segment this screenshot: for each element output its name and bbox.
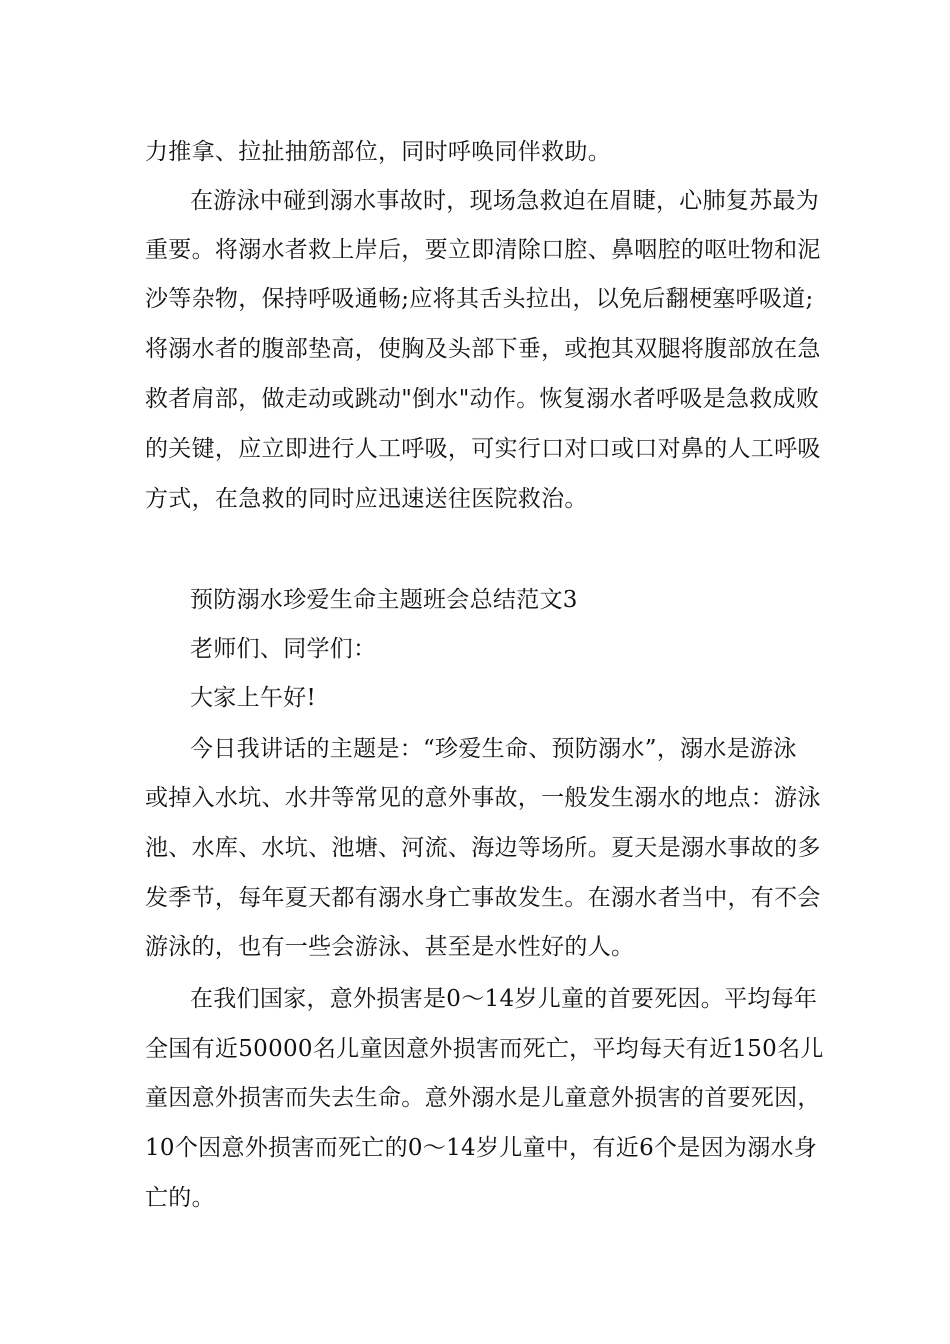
paragraph-line: 今日我讲话的主题是：“珍爱生命、预防溺水”，溺水是游泳: [190, 736, 797, 762]
paragraph-line: 力推拿、拉扯抽筋部位，同时呼唤同伴救助。: [145, 139, 611, 165]
paragraph-line: 童因意外损害而失去生命。意外溺水是儿童意外损害的首要死因，: [145, 1085, 821, 1111]
paragraph-line: 救者肩部，做走动或跳动"倒水"动作。恢复溺水者呼吸是急救成败: [145, 386, 820, 412]
paragraph-line: 沙等杂物，保持呼吸通畅;应将其舌头拉出，以免后翻梗塞呼吸道;: [145, 286, 814, 312]
greeting: 大家上午好!: [190, 685, 317, 711]
paragraph-line: 或掉入水坑、水井等常见的意外事故，一般发生溺水的地点：游泳: [145, 785, 821, 811]
paragraph-line: 将溺水者的腹部垫高，使胸及头部下垂，或抱其双腿将腹部放在急: [145, 336, 821, 362]
paragraph-line: 重要。将溺水者救上岸后，要立即清除口腔、鼻咽腔的呕吐物和泥: [145, 237, 821, 263]
paragraph-line: 10个因意外损害而死亡的0～14岁儿童中，有近6个是因为溺水身: [145, 1135, 818, 1161]
paragraph-line: 的关键，应立即进行人工呼吸，可实行口对口或口对鼻的人工呼吸: [145, 436, 821, 462]
paragraph-line: 亡的。: [145, 1185, 215, 1211]
section-heading: 预防溺水珍爱生命主题班会总结范文3: [190, 587, 578, 613]
paragraph-line: 发季节，每年夏天都有溺水身亡事故发生。在溺水者当中，有不会: [145, 885, 821, 911]
salutation: 老师们、同学们：: [190, 636, 377, 662]
paragraph-line: 全国有近50000名儿童因意外损害而死亡，平均每天有近150名儿: [145, 1036, 824, 1062]
paragraph-line: 在游泳中碰到溺水事故时，现场急救迫在眉睫，心肺复苏最为: [190, 188, 820, 214]
paragraph-line: 在我们国家，意外损害是0～14岁儿童的首要死因。平均每年: [190, 986, 818, 1012]
paragraph-line: 方式，在急救的同时应迅速送往医院救治。: [145, 486, 588, 512]
paragraph-line: 游泳的，也有一些会游泳、甚至是水性好的人。: [145, 934, 635, 960]
paragraph-line: 池、水库、水坑、池塘、河流、海边等场所。夏天是溺水事故的多: [145, 835, 821, 861]
